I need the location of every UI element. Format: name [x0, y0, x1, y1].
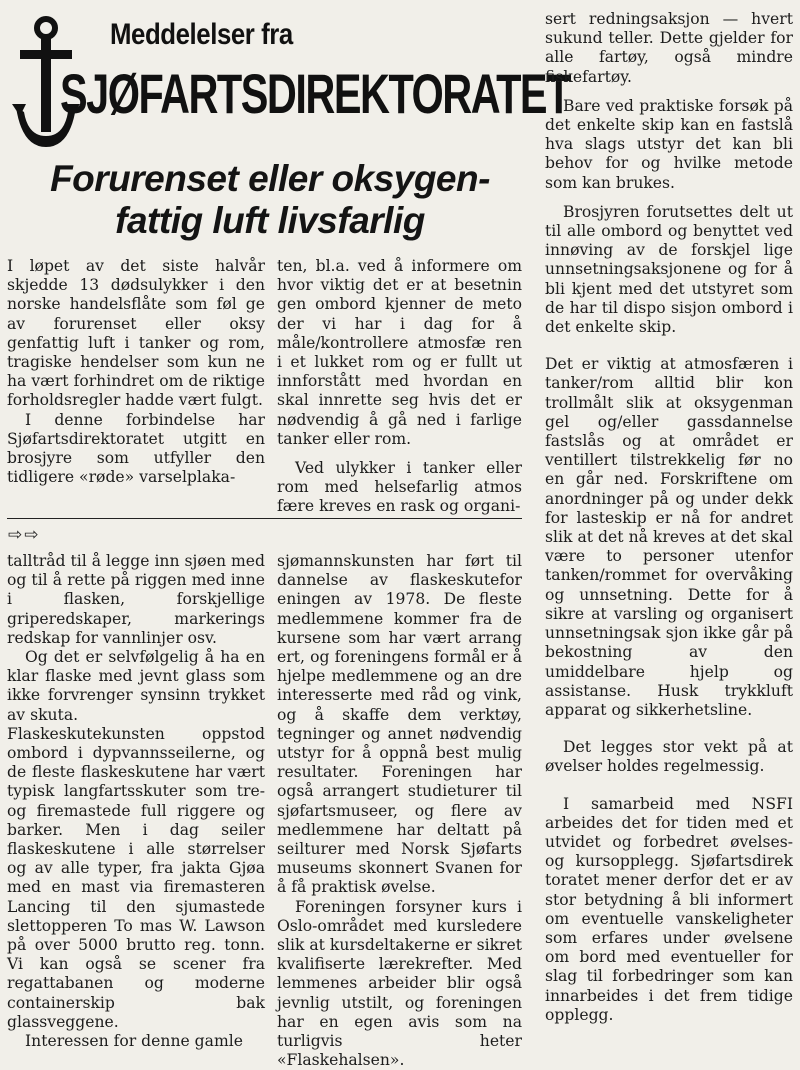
- paragraph: I samarbeid med NSFI arbeides det for tiden med et utvidet og forbedret øvelses- og kursopplegg. Sjøfartsdirek toratet mener derfor det er av stor betydning å bli informert om eventuelle vanskeligheter som erfares under øvelsene om bord med eventueller for slag til forbedringer som kan innarbeides i det frem tidige opplegg.: [545, 794, 793, 1024]
- article-top-column-1: [7, 257, 265, 487]
- article-bottom-column-1: [7, 552, 265, 1051]
- article-bottom-column-2: [277, 552, 522, 1070]
- paragraph: Ved ulykker i tanker eller rom med helsefarlig atmos fære kreves en rask og organi-: [277, 459, 522, 516]
- section-divider: [7, 518, 522, 519]
- article-top-column-3: [545, 10, 793, 1025]
- article-top-column-2: [277, 257, 522, 517]
- paragraph: Interessen for denne gamle: [25, 1032, 243, 1051]
- paragraph: sert redningsaksjon — hvert sukund teller. Dette gjelder for alle fartøy, også mindre fiskefartøy.: [545, 10, 793, 86]
- article-headline: Forurenset eller oksygen-fattig luft livsfarlig: [50, 158, 490, 241]
- paragraph: sjømannskunsten har ført til dannelse av flaskeskutefor eningen av 1978. De fleste medlemmene kommer fra de kursene som har vært arrang ert, og foreningens formål er å hjelpe medlemmene og an dre interesserte med råd og vink, og å skaffe dem verktøy, tegninger og annet nødvendig utstyr for å oppnå best mulig resultater. Foreningen har også arrangert studieturer til sjøfartsmuseer, og flere av medlemmene har deltatt på seilturer med Norsk Sjøfarts museums skonnert Svanen for å få praktisk øvelse.: [277, 552, 522, 897]
- paragraph: I løpet av det siste halvår skjedde 13 dødsulykker i den norske handelsflåte som føl ge av forurenset eller oksy genfattig luft i tanker og rom, tragiske hendelser som kun ne ha vært forhindret om de riktige forholdsregler hadde vært fulgt.: [7, 257, 265, 410]
- paragraph: talltråd til å legge inn sjøen med og til å rette på riggen med inne i flasken, forskjellige griperedskaper, markerings redskap for vannlinjer osv.: [7, 552, 265, 647]
- continuation-arrows-icon: ⇨⇨: [8, 525, 41, 545]
- masthead-title: SJØFARTSDIREKTORATET: [60, 62, 570, 125]
- paragraph: ten, bl.a. ved å informere om hvor viktig det er at besetnin gen ombord kjenner de meto der vi har i dag for å måle/kontrollere atmosfæ ren i et lukket rom og er fullt ut innforstått med hvordan en skal innrette seg hvis det er nødvendig å gå ned i farlige tanker eller rom.: [277, 257, 522, 448]
- paragraph: Bare ved praktiske forsøk på det enkelte skip kan en fastslå hva slags utstyr det kan bli behov for og hvilke metode som kan brukes.: [545, 96, 793, 192]
- paragraph: Det legges stor vekt på at øvelser holdes regelmessig.: [545, 738, 793, 776]
- paragraph: I denne forbindelse har Sjøfartsdirektoratet utgitt en brosjyre som utfyller den tidligere «røde» varselplaka-: [7, 410, 265, 487]
- paragraph: Flaskeskutekunsten oppstod ombord i dypvannsseilerne, og de fleste flaskeskutene har vært typisk langfartsskuter som tre- og firemastede full riggere og barker. Men i dag seiler flaskeskutene i alle størrelser og av alle typer, fra jakta Gjøa med en mast via firemasteren Lancing til den sjumastede slettopperen To mas W. Lawson på over 5000 brutto reg. tonn. Vi kan også se scener fra regattabanen og moderne containerskip bak glassveggene.: [7, 724, 265, 1031]
- paragraph: Foreningen forsyner kurs i Oslo-området med kursledere slik at kursdeltakerne er sikret kvalifiserte lærekrefter. Med lemmenes arbeider blir også jevnlig utstilt, og foreningen har en egen avis som na turligvis heter «Flaskehalsen».: [277, 897, 523, 1070]
- paragraph: Det er viktig at atmosfæren i tanker/rom alltid blir kon trollmålt slik at oksygenman gel og/eller gassdannelse fastslås og at området er ventillert tilstrekkelig før no en går ned. Forskriftene om anordninger på og under dekk for lasteskip er nå for andret slik at det nå kreves at det skal være to personer utenfor tanken/rommet for overvåking og unnsetning. Dette for å sikre at varsling og organisert unnsetningsak sjon ikke går på bekostning av den umiddelbare hjelp og assistanse. Husk trykkluft apparat og sikkerhetsline.: [545, 355, 793, 719]
- paragraph: Brosjyren forutsettes delt ut til alle ombord og benyttet ved innøving av de forskjel lige unnsetningsaksjonene og for å bli kjent med det utstyret som de har til dispo sisjon ombord i det enkelte skip.: [545, 202, 793, 337]
- paragraph: Og det er selvfølgelig å ha en klar flaske med jevnt glass som ikke forvrenger synsinn trykket av skuta.: [7, 648, 265, 724]
- masthead-subtitle: Meddelelser fra: [110, 18, 293, 51]
